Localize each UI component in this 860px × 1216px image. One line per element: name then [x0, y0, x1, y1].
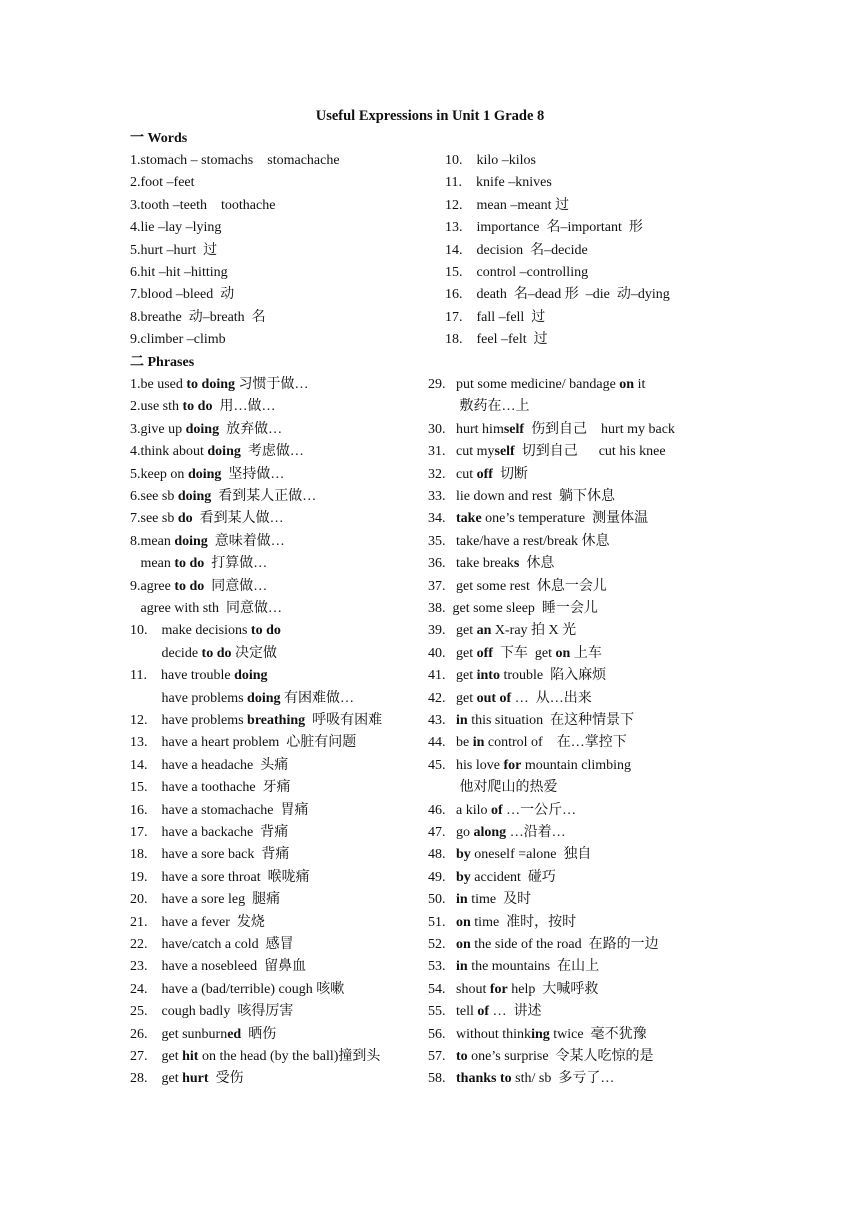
text: 11. have trouble: [130, 668, 235, 684]
text: 有困难做…: [280, 690, 354, 706]
text: one’s surprise 令某人吃惊的是: [467, 1049, 654, 1064]
list-item: [130, 958, 306, 976]
list-item: [130, 712, 382, 730]
text: …一公斤…: [502, 802, 577, 818]
text: decide: [130, 645, 202, 661]
text: 27. get: [130, 1049, 183, 1064]
text: 37. get some rest 休息一会儿: [428, 578, 607, 594]
list-item: [428, 757, 631, 775]
text: 15. control –controlling: [445, 265, 589, 280]
bold-text: ing: [531, 1026, 550, 1042]
bold-text: an: [476, 623, 492, 639]
text: 58.: [428, 1071, 456, 1087]
text: 12. mean –meant 过: [445, 197, 570, 213]
list-item: [130, 1026, 276, 1044]
list-item: [130, 174, 195, 192]
bold-text: take: [456, 511, 482, 527]
list-item: [428, 734, 627, 752]
list-item: [130, 488, 316, 506]
bold-text: of: [477, 1004, 490, 1020]
text: control of 在…掌控下: [484, 735, 627, 751]
text: mountain climbing: [521, 757, 631, 773]
bold-text: for: [503, 757, 522, 773]
text: 17. have a backache 背痛: [130, 825, 289, 840]
list-item: [428, 1070, 614, 1088]
text: 5.keep on: [130, 466, 188, 482]
text: 25. cough badly 咳得厉害: [130, 1004, 294, 1020]
list-item: [428, 802, 576, 820]
list-item: [130, 690, 354, 708]
text: 17. fall –fell 过: [445, 309, 546, 325]
list-item: [445, 331, 548, 349]
list-item: [428, 846, 591, 864]
text: 53.: [428, 959, 456, 975]
bold-text: doing: [234, 668, 268, 684]
list-item: [428, 936, 659, 954]
list-item: [130, 1048, 380, 1066]
list-item: [130, 533, 285, 551]
list-item: [130, 466, 284, 484]
text: 39. get: [428, 623, 477, 639]
list-item: [130, 622, 281, 640]
bold-text: on: [456, 914, 471, 930]
list-item: [130, 555, 267, 573]
list-item: [428, 578, 607, 596]
text: 30. hurt him: [428, 421, 504, 437]
phrases-heading: 二 Phrases: [130, 355, 195, 370]
list-item: [428, 914, 576, 932]
list-item: [130, 936, 294, 954]
list-item: [130, 398, 275, 416]
list-item: [130, 242, 217, 260]
text: help 大喊呼救: [507, 981, 599, 997]
bold-text: doing: [185, 421, 220, 437]
text: 56. without think: [428, 1026, 532, 1042]
list-item: [428, 1026, 647, 1044]
list-item: [428, 555, 554, 573]
list-item: [428, 398, 530, 416]
list-item: [130, 645, 277, 663]
text: 24. have a (bad/terrible) cough 咳嗽: [130, 981, 345, 997]
text: 21. have a fever 发烧: [130, 914, 265, 930]
bold-text: on: [555, 645, 571, 661]
bold-text: for: [489, 981, 508, 997]
text: 10. kilo –kilos: [445, 153, 537, 168]
list-item: [130, 1070, 244, 1088]
text: 10. make decisions: [130, 623, 251, 639]
text: 9.agree: [130, 578, 175, 594]
bold-text: doing: [174, 533, 208, 549]
text: 上车: [570, 645, 602, 661]
list-item: [428, 622, 576, 640]
list-item: [445, 286, 670, 304]
text: this situation 在这种情景下: [467, 713, 635, 728]
text: time 准时，按时: [470, 914, 577, 930]
text: 11. knife –knives: [445, 175, 552, 191]
text: 28. get: [130, 1071, 183, 1087]
text: have problems: [130, 690, 248, 706]
bold-text: off: [476, 466, 493, 482]
list-item: [130, 779, 291, 797]
text: 48.: [428, 847, 456, 863]
text: 4.think about: [130, 444, 208, 460]
text: 意味着做…: [207, 533, 285, 549]
list-item: [445, 197, 569, 215]
bold-text: thanks to: [456, 1071, 512, 1087]
bold-text: doing: [177, 489, 212, 504]
text: 29. put some medicine/ bandage: [428, 377, 620, 392]
list-item: [130, 1003, 293, 1021]
text: 2.use sth: [130, 399, 183, 415]
text: 36. take break: [428, 556, 514, 572]
list-item: [428, 443, 666, 461]
text: 放弃做…: [219, 421, 283, 437]
list-item: [428, 1003, 542, 1021]
text: on the head (by the ball)撞到头: [198, 1049, 381, 1064]
text: 3.give up: [130, 421, 186, 437]
text: 23. have a nosebleed 留鼻血: [130, 959, 307, 975]
text: 47. go: [428, 825, 474, 840]
text: 13. importance 名–important 形: [445, 220, 643, 236]
text: 7.blood –bleed 动: [130, 287, 235, 303]
text: mean: [130, 556, 175, 572]
text: 切断: [492, 466, 528, 482]
bold-text: in: [456, 892, 468, 908]
text: 坚持做…: [221, 466, 285, 482]
bold-text: doing: [207, 444, 241, 460]
text: 34.: [428, 511, 456, 527]
text: 52.: [428, 937, 456, 952]
list-item: [428, 645, 602, 663]
text: the mountains 在山上: [467, 959, 600, 975]
text: 46. a kilo: [428, 802, 491, 818]
bold-text: of: [491, 802, 503, 818]
list-item: [428, 510, 648, 528]
text: accident 碰巧: [470, 869, 556, 885]
bold-text: hit: [182, 1049, 199, 1064]
list-item: [130, 891, 280, 909]
text: 用…做…: [212, 399, 276, 415]
text: 20. have a sore leg 腿痛: [130, 892, 281, 908]
list-item: [130, 219, 221, 237]
text: 休息: [519, 556, 555, 572]
text: 13. have a heart problem 心脏有问题: [130, 735, 357, 751]
text: 16. death 名–dead 形 –die 动–dying: [445, 287, 670, 303]
list-item: [428, 869, 556, 887]
text: 16. have a stomachache 胃痛: [130, 802, 309, 818]
bold-text: on: [456, 937, 471, 952]
text: sth/ sb 多亏了…: [511, 1071, 615, 1087]
text: 看到某人正做…: [211, 489, 317, 504]
text: 51.: [428, 914, 456, 930]
list-item: [428, 421, 675, 439]
list-item: [130, 667, 268, 685]
text: 26. get sunburn: [130, 1026, 228, 1042]
text: 57.: [428, 1049, 456, 1064]
text: 32. cut: [428, 466, 477, 482]
list-item: [130, 264, 228, 282]
list-item: [428, 958, 599, 976]
text: 同意做…: [204, 578, 268, 594]
text: 50.: [428, 892, 456, 908]
text: 决定做: [231, 645, 277, 661]
page-title: Useful Expressions in Unit 1 Grade 8: [315, 108, 545, 124]
list-item: [130, 802, 308, 820]
text: 55. tell: [428, 1004, 478, 1020]
list-item: [445, 309, 545, 327]
list-item: [428, 712, 634, 730]
text: 1.be used: [130, 377, 187, 392]
text: 7.see sb: [130, 511, 178, 527]
list-item: [130, 197, 275, 215]
bold-text: in: [456, 713, 468, 728]
text: 43.: [428, 713, 456, 728]
text: 19. have a sore throat 喉咙痛: [130, 869, 310, 885]
text: X-ray 拍 X 光: [491, 623, 577, 639]
text: … 从…出来: [511, 690, 592, 706]
list-item: [445, 152, 536, 170]
text: 3.tooth –teeth toothache: [130, 197, 276, 213]
text: 8.breathe 动–breath 名: [130, 309, 266, 325]
list-item: [428, 1048, 654, 1066]
bold-text: in: [472, 735, 485, 751]
bold-text: doing: [247, 690, 281, 706]
list-item: [428, 824, 566, 842]
words-heading: 一 Words: [130, 131, 188, 146]
text: 切到自己 cut his knee: [514, 444, 666, 460]
text: agree with sth 同意做…: [130, 601, 283, 616]
text: 42. get: [428, 690, 477, 706]
list-item: [130, 734, 356, 752]
text: 35. take/have a rest/break 休息: [428, 533, 610, 549]
list-item: [428, 667, 606, 685]
text: 31. cut my: [428, 444, 495, 460]
list-item: [428, 981, 598, 999]
list-item: [130, 824, 288, 842]
list-item: [428, 779, 558, 797]
text: 18. have a sore back 背痛: [130, 847, 290, 863]
text: 54. shout: [428, 981, 490, 997]
bold-text: on: [619, 377, 635, 392]
text: twice 毫不犹豫: [549, 1026, 647, 1042]
bold-text: to do: [174, 556, 205, 572]
bold-text: self: [503, 421, 525, 437]
text: 14. decision 名–decide: [445, 242, 588, 258]
text: 9.climber –climb: [130, 332, 226, 348]
list-item: [130, 309, 266, 327]
list-item: [445, 174, 552, 192]
text: 8.mean: [130, 533, 175, 549]
list-item: [130, 600, 282, 618]
bold-text: self: [494, 444, 515, 460]
bold-text: doing: [187, 466, 222, 482]
text: 2.foot –feet: [130, 175, 195, 191]
bold-text: to: [456, 1049, 468, 1064]
list-item: [428, 533, 610, 551]
text: 15. have a toothache 牙痛: [130, 780, 291, 796]
list-item: [428, 690, 592, 708]
list-item: [130, 981, 344, 999]
text: the side of the road 在路的一边: [470, 937, 659, 952]
text: 40. get: [428, 645, 477, 661]
text: 习惯于做…: [235, 377, 309, 392]
text: 6.see sb: [130, 489, 178, 504]
list-item: [130, 914, 265, 932]
bold-text: hurt: [182, 1071, 209, 1087]
list-item: [130, 331, 226, 349]
list-item: [130, 286, 234, 304]
list-item: [130, 510, 284, 528]
bold-text: to doing: [186, 377, 236, 392]
text: 他对爬山的热爱: [428, 780, 558, 796]
text: 22. have/catch a cold 感冒: [130, 937, 294, 952]
bold-text: into: [476, 668, 500, 684]
bold-text: ed: [227, 1026, 242, 1042]
bold-text: to do: [174, 578, 205, 594]
text: 14. have a headache 头痛: [130, 757, 289, 773]
text: 呼吸有困难: [305, 713, 383, 728]
list-item: [130, 757, 288, 775]
list-item: [130, 376, 309, 394]
bold-text: along: [473, 825, 507, 840]
text: 18. feel –felt 过: [445, 332, 548, 348]
bold-text: s: [513, 556, 520, 572]
text: 33. lie down and rest 躺下休息: [428, 489, 616, 504]
list-item: [445, 242, 588, 260]
bold-text: to do: [250, 623, 281, 639]
text: 6.hit –hit –hitting: [130, 265, 228, 280]
list-item: [130, 869, 310, 887]
list-item: [130, 152, 340, 170]
bold-text: to do: [182, 399, 213, 415]
text: 晒伤: [241, 1026, 277, 1042]
bold-text: off: [476, 645, 493, 661]
bold-text: by: [456, 869, 471, 885]
text: 考虑做…: [240, 444, 304, 460]
text: 看到某人做…: [192, 511, 284, 527]
text: it: [634, 377, 646, 392]
list-item: [130, 846, 289, 864]
text: …沿着…: [506, 825, 566, 840]
text: 受伤: [208, 1071, 244, 1087]
list-item: [428, 376, 645, 394]
bold-text: by: [456, 847, 471, 863]
text: 12. have problems: [130, 713, 248, 728]
bold-text: out of: [476, 690, 512, 706]
bold-text: in: [456, 959, 468, 975]
text: 1.stomach – stomachs stomachache: [130, 153, 340, 168]
text: 下车 get: [492, 645, 556, 661]
list-item: [445, 219, 643, 237]
text: 38. get some sleep 睡一会儿: [428, 601, 598, 616]
text: 41. get: [428, 668, 477, 684]
bold-text: breathing: [247, 713, 306, 728]
bold-text: to do: [201, 645, 232, 661]
text: one’s temperature 测量体温: [481, 511, 649, 527]
text: time 及时: [467, 892, 532, 908]
text: 4.lie –lay –lying: [130, 220, 222, 236]
list-item: [428, 600, 598, 618]
text: 打算做…: [204, 556, 268, 572]
text: 49.: [428, 869, 456, 885]
list-item: [130, 443, 304, 461]
list-item: [130, 421, 282, 439]
list-item: [428, 891, 531, 909]
text: 45. his love: [428, 757, 504, 773]
text: 敷药在…上: [428, 399, 530, 415]
text: oneself =alone 独自: [470, 847, 592, 863]
list-item: [130, 578, 267, 596]
text: … 讲述: [489, 1004, 542, 1020]
text: trouble 陷入麻烦: [499, 668, 607, 684]
list-item: [428, 488, 615, 506]
list-item: [445, 264, 588, 282]
list-item: [428, 466, 528, 484]
text: 5.hurt –hurt 过: [130, 242, 218, 258]
bold-text: do: [177, 511, 193, 527]
text: 44. be: [428, 735, 473, 751]
text: 伤到自己 hurt my back: [524, 421, 675, 437]
